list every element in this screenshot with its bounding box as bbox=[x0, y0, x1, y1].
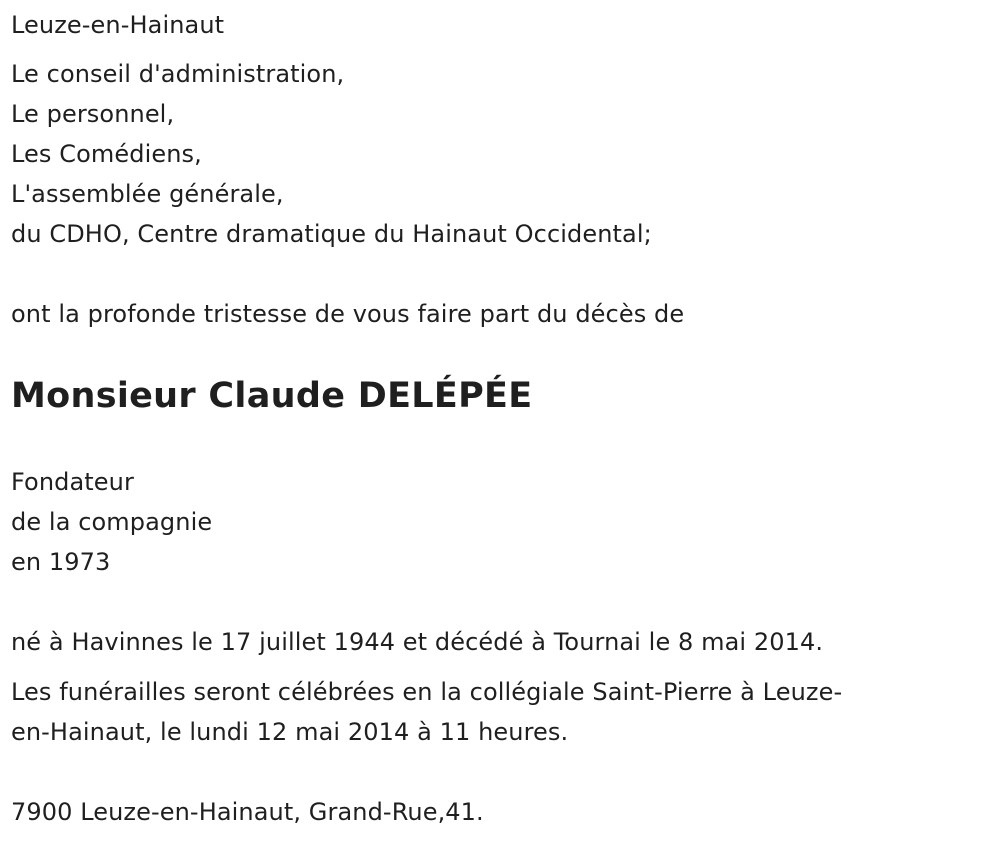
funeral-line-2: en-Hainaut, le lundi 12 mai 2014 à 11 heures. bbox=[11, 718, 569, 746]
role-title: Fondateur bbox=[11, 468, 134, 496]
announcer-board: Le conseil d'administration, bbox=[11, 60, 345, 88]
deceased-name: Monsieur Claude DELÉPÉE bbox=[11, 376, 533, 416]
location-header: Leuze-en-Hainaut bbox=[11, 11, 225, 39]
announcer-actors: Les Comédiens, bbox=[11, 140, 202, 168]
role-company: de la compagnie bbox=[11, 508, 213, 536]
life-dates: né à Havinnes le 17 juillet 1944 et décédé à Tournai le 8 mai 2014. bbox=[11, 628, 824, 656]
announcer-organization: du CDHO, Centre dramatique du Hainaut Occidental; bbox=[11, 220, 652, 248]
address: 7900 Leuze-en-Hainaut, Grand-Rue,41. bbox=[11, 798, 484, 826]
announcer-assembly: L'assemblée générale, bbox=[11, 180, 284, 208]
announcement-text: ont la profonde tristesse de vous faire part du décès de bbox=[11, 300, 685, 328]
funeral-line-1: Les funérailles seront célébrées en la collégiale Saint-Pierre à Leuze- bbox=[11, 678, 843, 706]
announcer-staff: Le personnel, bbox=[11, 100, 175, 128]
role-year: en 1973 bbox=[11, 548, 111, 576]
